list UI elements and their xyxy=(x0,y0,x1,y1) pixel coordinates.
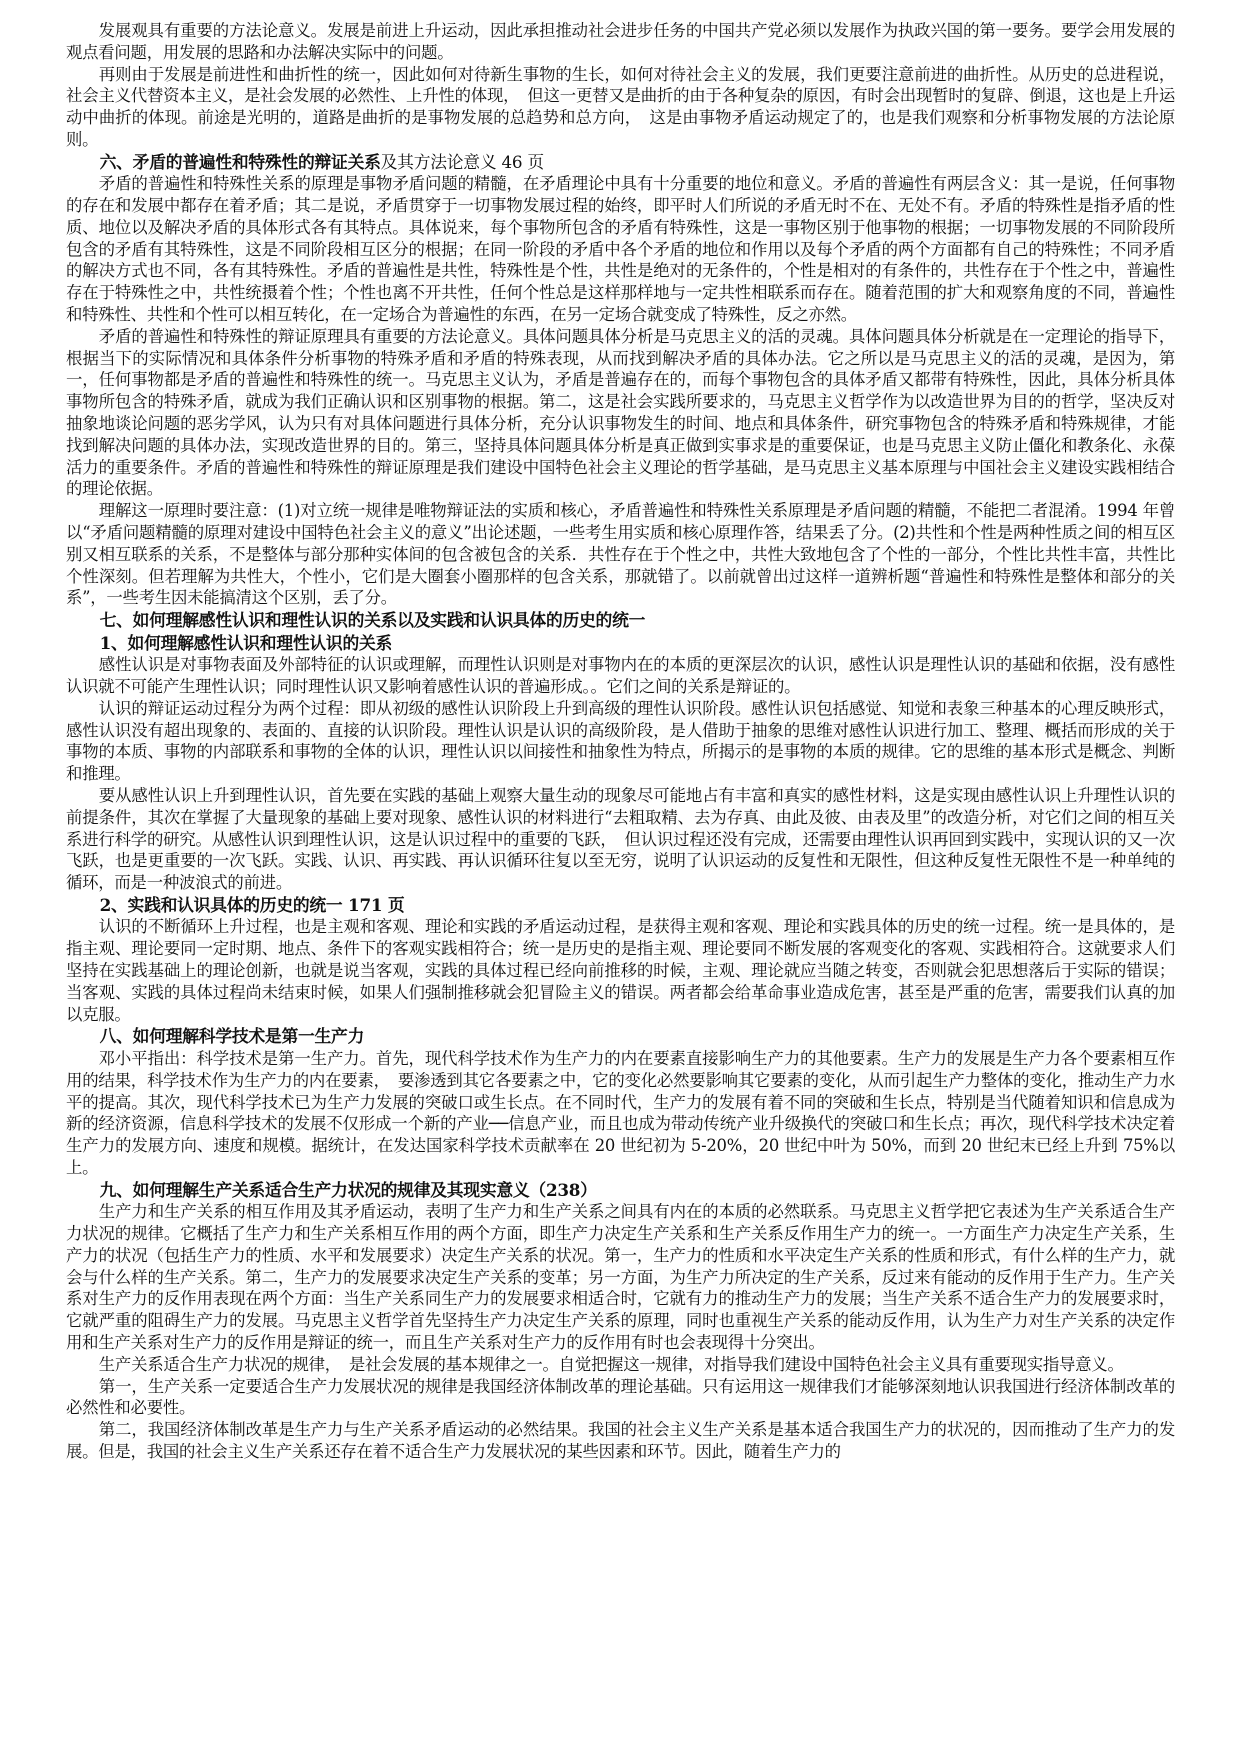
subsection-heading-7-1: 1、如何理解感性认识和理性认识的关系 xyxy=(99,632,393,653)
paragraph-methodology-significance: 矛盾的普遍性和特殊性的辩证原理具有重要的方法论意义。具体问题具体分析是马克思主义的活的灵魂。具体问题具体分析就是在一定理论的指导下，根据当下的实际情况和具体条件分析事物的特殊矛盾和矛盾的特殊表现，从而找到解决矛盾的具体办法。它之所以是马克思主义的活的灵魂，是因为，第一，任何事物都是矛盾的普遍性和特殊性的统一。马克思主义认为，矛盾是普遍存在的，而每个事物包含的具体矛盾又都带有特殊性，因此，具体分析具体事物所包含的特殊矛盾，就成为我们正确认识和区别事物的根据。第二，这是社会实践所要求的，马克思主义哲学作为以改造世界为目的的哲学，坚决反对抽象地谈论问题的恶劣学风，认为只有对具体问题进行具体分析，充分认识事物发生的时间、地点和具体条件，研究事物包含的特殊矛盾和特殊规律，才能找到解决问题的具体办法，实现改造世界的目的。第三，坚持具体问题具体分析是真正做到实事求是的重要保证，也是马克思主义防止僵化和教条化、永葆活力的重要条件。矛盾的普遍性和特殊性的辩证原理是我们建设中国特色社会主义理论的哲学基础，是马克思主义基本原理与中国社会主义建设实践相结合的理论依据。 xyxy=(66,326,1175,499)
paragraph-contradiction-universality: 矛盾的普遍性和特殊性关系的原理是事物矛盾问题的精髓，在矛盾理论中具有十分重要的地位和意义。矛盾的普遍性有两层含义：其一是说，任何事物的存在和发展中都存在着矛盾；其二是说，矛盾贯穿于一切事物发展过程的始终，即平时人们所说的矛盾无时不在、无处不有。矛盾的特殊性是指矛盾的性质、地位以及解决矛盾的具体形式各有其特点。具体说来，每个事物所包含的矛盾有特殊性，这是一事物区别于他事物的根据；一切事物发展的不同阶段所包含的矛盾有其特殊性，这是不同阶段相互区分的根据；在同一阶段的矛盾中各个矛盾的地位和作用以及每个矛盾的两个方面都有自己的特殊性；不同矛盾的解决方式也不同，各有其特殊性。矛盾的普遍性是共性，特殊性是个性，共性是绝对的无条件的，个性是相对的有条件的，共性存在于个性之中，普遍性存在于特殊性之中，共性统摄着个性；个性也离不开共性，任何个性总是这样那样地与一定共性相联系而存在。随着范围的扩大和观察角度的不同，普遍性和特殊性、共性和个性可以相互转化，在一定场合为普遍性的东西，在另一定场合就变成了特殊性，反之亦然。 xyxy=(66,174,1175,325)
section-heading-8: 八、如何理解科学技术是第一生产力 xyxy=(99,1026,365,1047)
section-heading-6 xyxy=(66,151,1175,174)
paragraph-basic-law: 生产关系适合生产力状况的规律， 是社会发展的基本规律之一。自觉把握这一规律，对指导我们建设中国特色社会主义具有重要现实指导意义。 xyxy=(98,1354,1124,1374)
paragraph-perceptual-rational: 感性认识是对事物表面及外部特征的认识或理解，而理性认识则是对事物内在的本质的更深层次的认识，感性认识是理性认识的基础和依据，没有感性认识就不可能产生理性认识；同时理性认识又影响着感性认识的普遍形成。。它们之间的关系是辩证的。 xyxy=(66,655,1175,697)
paragraph-point-second: 第二，我国经济体制改革是生产力与生产关系矛盾运动的必然结果。我国的社会主义生产关系是基本适合我国生产力的状况的，因而推动了生产力的发展。但是，我国的社会主义生产关系还存在着不适合生产力发展状况的某些因素和环节。因此，随着生产力的 xyxy=(66,1420,1175,1462)
subsection-heading-7-2: 2、实践和认识具体的历史的统一 171 页 xyxy=(99,894,405,915)
paragraph-practice-cognition-unity: 认识的不断循环上升过程，也是主观和客观、理论和实践的矛盾运动过程，是获得主观和客观、理论和实践具体的历史的统一过程。统一是具体的，是指主观、理论要同一定时期、地点、条件下的客观实践相符合；统一是历史的是指主观、理论要同不断发展的客观变化的客观、实践相符合。这就要求人们坚持在实践基础上的理论创新，也就是说当客观，实践的具体过程已经向前推移的时候，主观、理论就应当随之转变，否则就会犯思想落后于实际的错误；当客观、实践的具体过程尚未结束时候，如果人们强制推移就会犯冒险主义的错误。两者都会给革命事业造成危害，甚至是严重的危害，需要我们认真的加以克服。 xyxy=(66,917,1175,1024)
section-heading-9: 九、如何理解生产关系适合生产力状况的规律及其现实意义（238） xyxy=(99,1179,597,1200)
section-heading-6-suffix: 及其方法论意义 46 页 xyxy=(380,151,544,172)
section-heading-6-title: 六、矛盾的普遍性和特殊性的辩证关系 xyxy=(99,151,381,172)
paragraph-progress-and-tortuousness: 再则由于发展是前进性和曲折性的统一，因此如何对待新生事物的生长，如何对待社会主义的发展，我们更要注意前进的曲折性。从历史的总进程说，社会主义代替资本主义，是社会发展的必然性、上升性的体现， 但这一更替又是曲折的由于各种复杂的原因，有时会出现暂时的复辟、倒退，这也是上升运动中曲折的体现。前途是光明的，道路是曲折的是事物发展的总趋势和总方向， 这是由事物矛盾运动规定了的，也是我们观察和分析事物发展的方法论原则。 xyxy=(66,64,1175,149)
paragraph-cognition-process: 认识的辩证运动过程分为两个过程：即从初级的感性认识阶段上升到高级的理性认识阶段。感性认识包括感觉、知觉和表象三种基本的心理反映形式，感性认识没有超出现象的、表面的、直接的认识阶段。理性认识是认识的高级阶段，是人借助于抽象的思维对感性认识进行加工、整理、概括而形成的关于事物的本质、事物的内部联系和事物的全体的认识，理性认识以间接性和抽象性为特点，所揭示的是事物的本质的规律。它的思维的基本形式是概念、判断和推理。 xyxy=(66,698,1175,784)
paragraph-productive-forces-relations: 生产力和生产关系的相互作用及其矛盾运动，表明了生产力和生产关系之间具有内在的本质的必然联系。马克思主义哲学把它表述为生产关系适合生产力状况的规律。它概括了生产力和生产关系相互作用的两个方面，即生产力决定生产关系和生产关系反作用生产力的统一。一方面生产力决定生产关系，生产力的状况（包括生产力的性质、水平和发展要求）决定生产关系的状况。第一，生产力的性质和水平决定生产关系的性质和形式，有什么样的生产力，就会与什么样的生产关系。第二，生产力的发展要求决定生产关系的变革；另一方面，为生产力所决定的生产关系，反过来有能动的反作用于生产力。生产关系对生产力的反作用表现在两个方面：当生产关系同生产力的发展要求相适合时，它就有力的推动生产力的发展；当生产关系不适合生产力的发展要求时，它就严重的阻碍生产力的发展。马克思主义哲学首先坚持生产力决定生产关系的原理，同时也重视生产关系的能动反作用，认为生产力对生产关系的决定作用和生产关系对生产力的反作用是辩证的统一，而且生产关系对生产力的反作用有时也会表现得十分突出。 xyxy=(66,1202,1175,1353)
paragraph-leap-of-cognition: 要从感性认识上升到理性认识，首先要在实践的基础上观察大量生动的现象尽可能地占有丰富和真实的感性材料，这是实现由感性认识上升理性认识的前提条件，其次在掌握了大量现象的基础上要对现象、感性认识的材料进行“去粗取精、去为存真、由此及彼、由表及里”的改造分析，对它们之间的相互关系进行科学的研究。从感性认识到理性认识，这是认识过程中的重要的飞跃， 但认识过程还没有完成，还需要由理性认识再回到实践中，实现认识的又一次飞跃，也是更重要的一次飞跃。实践、认识、再实践、再认识循环往复以至无穷，说明了认识运动的反复性和无限性，但这种反复性无限性不是一种单纯的循环，而是一种波浪式的前进。 xyxy=(66,786,1175,893)
paragraph-understanding-notes: 理解这一原理时要注意：(1)对立统一规律是唯物辩证法的实质和核心，矛盾普遍性和特殊性关系原理是矛盾问题的精髓，不能把二者混淆。1994 年曾以“矛盾问题精髓的原理对建设中国特色社会主义的意义”出论述题，一些考生用实质和核心原理作答，结果丢了分。(2)共性和个性是两种性质之间的相互区别又相互联系的关系，不是整体与部分那种实体间的包含被包含的关系．共性存在于个性之中，共性大致地包含了个性的一部分，个性比共性丰富，共性比个性深刻。但若理解为共性大，个性小，它们是大圈套小圈那样的包含关系，那就错了。以前就曾出过这样一道辨析题“普遍性和特殊性是整体和部分的关系”，一些考生因未能搞清这个区别，丢了分。 xyxy=(66,501,1175,608)
paragraph-point-first: 第一，生产关系一定要适合生产力发展状况的规律是我国经济体制改革的理论基础。只有运用这一规律我们才能够深刻地认识我国进行经济体制改革的必然性和必要性。 xyxy=(66,1376,1175,1418)
paragraph-development-outlook: 发展观具有重要的方法论意义。发展是前进上升运动，因此承担推动社会进步任务的中国共产党必须以发展作为执政兴国的第一要务。要学会用发展的观点看问题，用发展的思路和办法解决实际中的问题。 xyxy=(66,21,1175,62)
paragraph-science-technology: 邓小平指出：科学技术是第一生产力。首先，现代科学技术作为生产力的内在要素直接影响生产力的其他要素。生产力的发展是生产力各个要素相互作用的结果，科学技术作为生产力的内在要素， 要渗透到其它各要素之中，它的变化必然要影响其它要素的变化，从而引起生产力整体的变化，推动生产力水平的提高。其次，现代科学技术已为生产力发展的突破口或生长点。在不同时代，生产力的发展有着不同的突破和生长点，特别是当代随着知识和信息成为新的经济资源，信息科学技术的发展不仅形成一个新的产业──信息产业，而且也成为带动传统产业升级换代的突破口和生长点；再次，现代科学技术决定着生产力的发展方向、速度和规模。据统计，在发达国家科学技术贡献率在 20 世纪初为 5-20%，20 世纪中叶为 50%，而到 20 世纪末已经上升到 75%以上。 xyxy=(66,1048,1175,1177)
section-heading-7: 七、如何理解感性认识和理性认识的关系以及实践和认识具体的历史的统一 xyxy=(99,610,646,631)
